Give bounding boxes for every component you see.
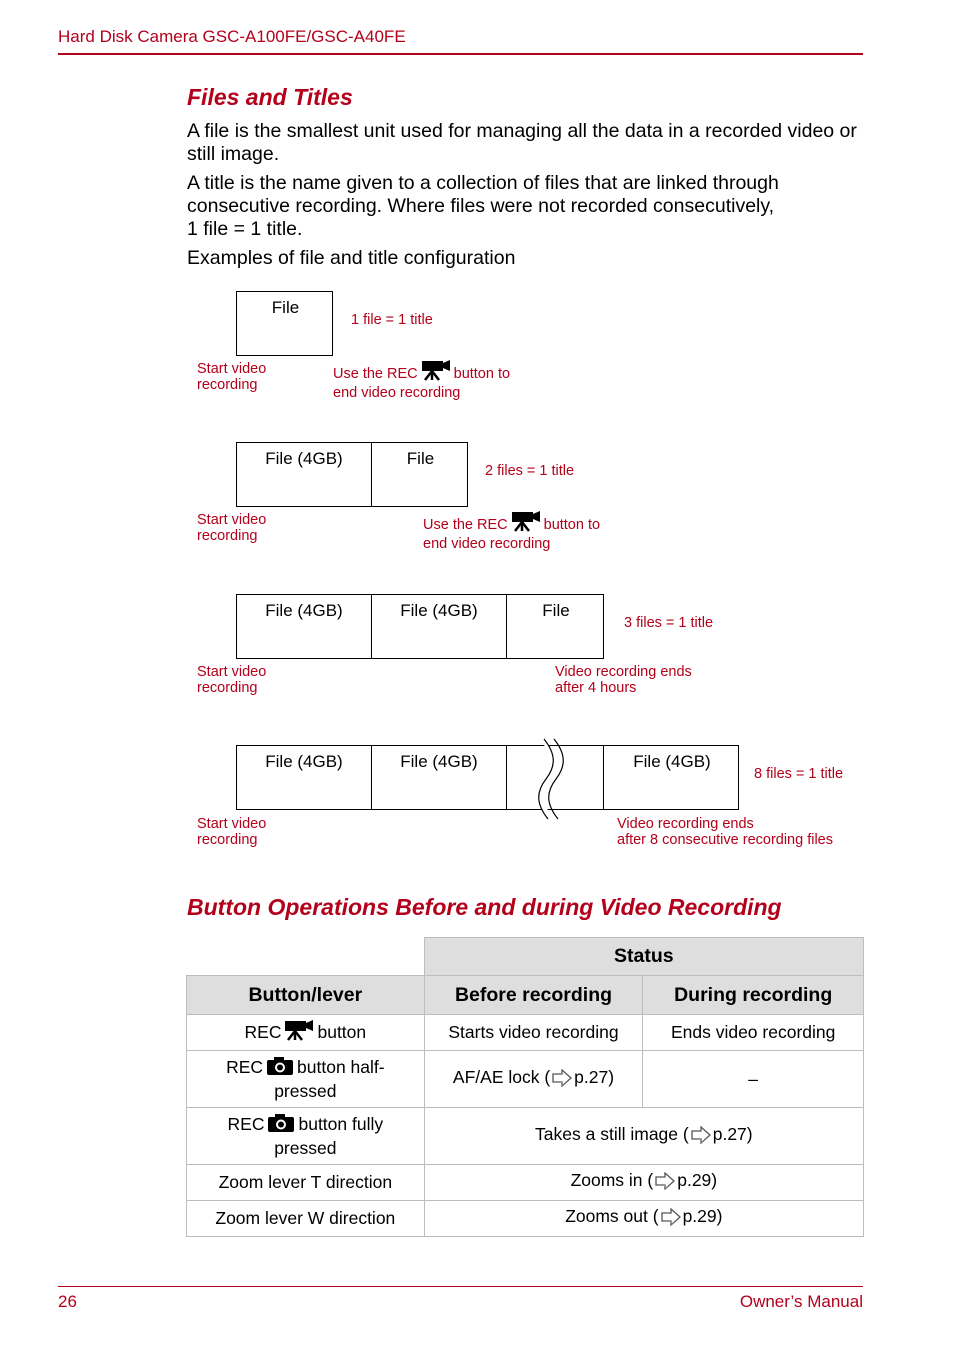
end-line-2: after 8 consecutive recording files <box>617 832 833 848</box>
file-bar <box>236 291 333 356</box>
button-cell <box>187 1015 425 1051</box>
title-count-caption: 2 files = 1 title <box>485 463 575 479</box>
video-camera-icon <box>511 510 541 536</box>
merged-status-cell <box>424 1201 863 1237</box>
manual-name: Owner’s Manual <box>739 1292 863 1311</box>
end-recording-note <box>617 816 833 848</box>
status-text: Zooms in ( <box>570 1170 654 1190</box>
paragraph-title-text: A title is the name given to a collection of files that are linked through consecutive recording. Where files were not recorded consecutively, <box>187 172 779 217</box>
status-header: Status <box>424 938 863 976</box>
page-reference-arrow-icon <box>655 1172 675 1195</box>
before-text: AF/AE lock ( <box>452 1066 551 1087</box>
before-cell: Starts video recording <box>424 1015 643 1051</box>
end-line-2: end video recording <box>333 385 461 401</box>
end-line-1: Video recording ends <box>555 664 692 680</box>
button-label-2: pressed <box>274 1081 337 1101</box>
start-line-1: Start video <box>197 816 267 832</box>
start-recording-note <box>197 512 266 544</box>
file-cell: File (4GB) <box>237 746 372 809</box>
page-reference: p.29) <box>682 1206 723 1226</box>
title-count-caption: 1 file = 1 title <box>351 312 433 328</box>
video-camera-icon <box>284 1019 314 1046</box>
file-cell: File <box>542 601 570 620</box>
start-line-2: recording <box>197 680 258 696</box>
file-bar <box>236 745 739 810</box>
button-label: button fully <box>298 1114 384 1134</box>
page-reference: p.27) <box>712 1123 753 1144</box>
button-label-2: pressed <box>274 1138 337 1158</box>
header-rule <box>58 53 863 55</box>
paragraph-title-rule: 1 file = 1 title. <box>187 218 303 240</box>
start-line-2: recording <box>197 832 258 848</box>
file-cell: File (4GB) <box>372 595 507 658</box>
table-row <box>187 1108 864 1165</box>
end-line-2: after 4 hours <box>555 680 637 696</box>
page-reference: p.29) <box>677 1170 718 1190</box>
file-cell: File (4GB) <box>633 752 711 771</box>
start-line-1: Start video <box>197 361 267 377</box>
rec-label: REC <box>226 1057 264 1077</box>
paragraph-examples-intro: Examples of file and title configuration <box>187 247 516 269</box>
during-cell: Ends video recording <box>643 1015 864 1051</box>
button-cell: Zoom lever T direction <box>187 1165 425 1201</box>
button-cell <box>187 1108 425 1165</box>
file-cell: File (4GB) <box>237 595 372 658</box>
end-recording-note <box>333 359 510 401</box>
during-recording-header: During recording <box>643 976 864 1015</box>
start-recording-note <box>197 816 266 848</box>
file-cell: File <box>271 298 300 317</box>
video-camera-icon <box>421 359 451 385</box>
file-cell: File (4GB) <box>237 443 372 506</box>
start-line-2: recording <box>197 528 258 544</box>
end-line-1b: button to <box>453 366 511 382</box>
title-count-caption: 8 files = 1 title <box>754 766 844 782</box>
page-reference-arrow-icon <box>661 1208 681 1231</box>
file-cell: File (4GB) <box>372 746 507 809</box>
status-text: Zooms out ( <box>565 1206 659 1226</box>
table-row <box>187 1051 864 1108</box>
end-line-2: end video recording <box>423 536 551 552</box>
start-line-2: recording <box>197 377 258 393</box>
break-mark-icon <box>532 738 572 820</box>
end-line-1: Video recording ends <box>617 816 754 832</box>
file-cell: File <box>406 449 435 468</box>
footer-rule <box>58 1286 863 1287</box>
merged-status-cell <box>424 1108 863 1165</box>
before-cell <box>424 1051 643 1108</box>
start-recording-note <box>197 664 266 696</box>
page-reference: p.27) <box>574 1066 615 1087</box>
page-reference-arrow-icon <box>691 1126 711 1149</box>
start-line-1: Start video <box>197 512 267 528</box>
end-line-1a: Use the REC <box>333 366 418 382</box>
paragraph-title-definition <box>187 172 827 241</box>
end-line-1b: button to <box>543 517 601 533</box>
button-label: button half- <box>297 1057 385 1077</box>
rec-label: REC <box>227 1114 265 1134</box>
title-count-caption: 3 files = 1 title <box>624 615 714 631</box>
end-recording-note <box>423 510 600 552</box>
end-recording-note <box>555 664 692 696</box>
start-recording-note <box>197 361 266 393</box>
page-number: 26 <box>58 1292 77 1311</box>
button-lever-header: Button/lever <box>187 976 425 1015</box>
table-row <box>187 1165 864 1201</box>
before-recording-header: Before recording <box>424 976 643 1015</box>
still-camera-icon <box>267 1113 295 1138</box>
section-heading-button-operations: Button Operations Before and during Video Recording <box>187 894 782 920</box>
file-bar <box>236 442 468 507</box>
rec-label: REC <box>244 1022 282 1042</box>
section-heading-files-titles: Files and Titles <box>187 84 353 110</box>
table-row <box>187 1015 864 1051</box>
start-line-1: Start video <box>197 664 267 680</box>
still-camera-icon <box>266 1056 294 1081</box>
merged-status-cell <box>424 1165 863 1201</box>
button-cell <box>187 1051 425 1108</box>
file-bar <box>236 594 604 659</box>
table-row <box>187 1201 864 1237</box>
button-label: button <box>317 1022 367 1042</box>
running-header: Hard Disk Camera GSC-A100FE/GSC-A40FE <box>58 27 406 46</box>
during-cell: – <box>643 1051 864 1108</box>
table-empty-corner <box>187 938 425 976</box>
end-line-1a: Use the REC <box>423 517 508 533</box>
button-cell: Zoom lever W direction <box>187 1201 425 1237</box>
button-operations-table <box>186 937 864 1237</box>
paragraph-file-definition: A file is the smallest unit used for managing all the data in a recorded video or still image. <box>187 120 857 165</box>
status-text: Takes a still image ( <box>535 1123 689 1144</box>
page-reference-arrow-icon <box>552 1069 572 1092</box>
